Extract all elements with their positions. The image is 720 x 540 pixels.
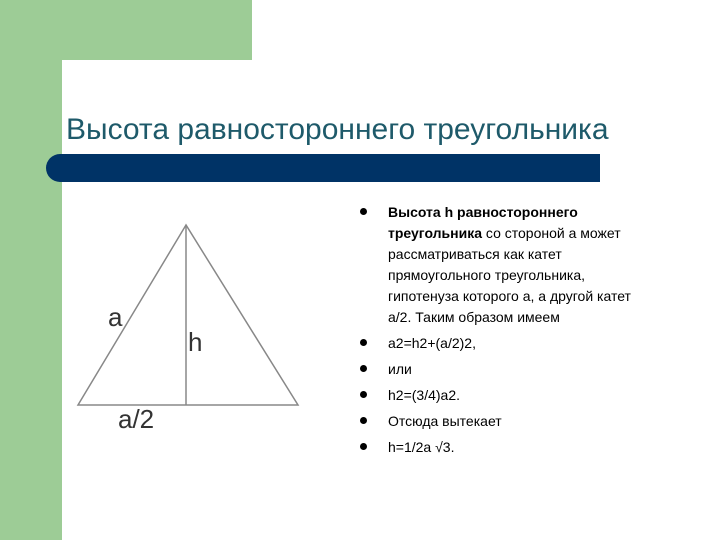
slide-title: Высота равностороннего треугольника: [66, 113, 609, 146]
bullet-bold-text: Высота h равностороннего треугольника: [388, 204, 578, 241]
bullet-item: [358, 333, 658, 354]
label-half-base: a/2: [118, 404, 155, 434]
bullet-item: [358, 437, 658, 458]
bullet-dot-icon: [360, 208, 367, 215]
bullet-list: [358, 202, 658, 463]
bullet-text: или: [388, 361, 412, 377]
bullet-text: h=1/2a √3.: [388, 439, 455, 455]
bullet-text: h2=(3/4)a2.: [388, 387, 460, 403]
label-side-a: a: [108, 302, 123, 332]
label-height-h: h: [188, 327, 203, 357]
green-top-band: [0, 0, 252, 60]
bullet-text: Отсюда вытекает: [388, 413, 502, 429]
bullet-item: [358, 359, 658, 380]
green-side-band: [0, 0, 62, 540]
bullet-item: [358, 411, 658, 432]
bullet-dot-icon: [360, 443, 367, 450]
bullet-text: со стороной a может рассматриваться как катет прямоугольного треугольника, гипотенуза которого a, а другой катет a/2. Таким образом имеем: [388, 225, 631, 325]
bullet-dot-icon: [360, 417, 367, 424]
bullet-dot-icon: [360, 339, 367, 346]
bullet-dot-icon: [360, 391, 367, 398]
triangle-diagram: [70, 215, 310, 435]
title-underline-bar: [46, 154, 600, 182]
bullet-dot-icon: [360, 365, 367, 372]
bullet-item: [358, 202, 658, 328]
bullet-item: [358, 385, 658, 406]
bullet-text: a2=h2+(a/2)2,: [388, 335, 476, 351]
